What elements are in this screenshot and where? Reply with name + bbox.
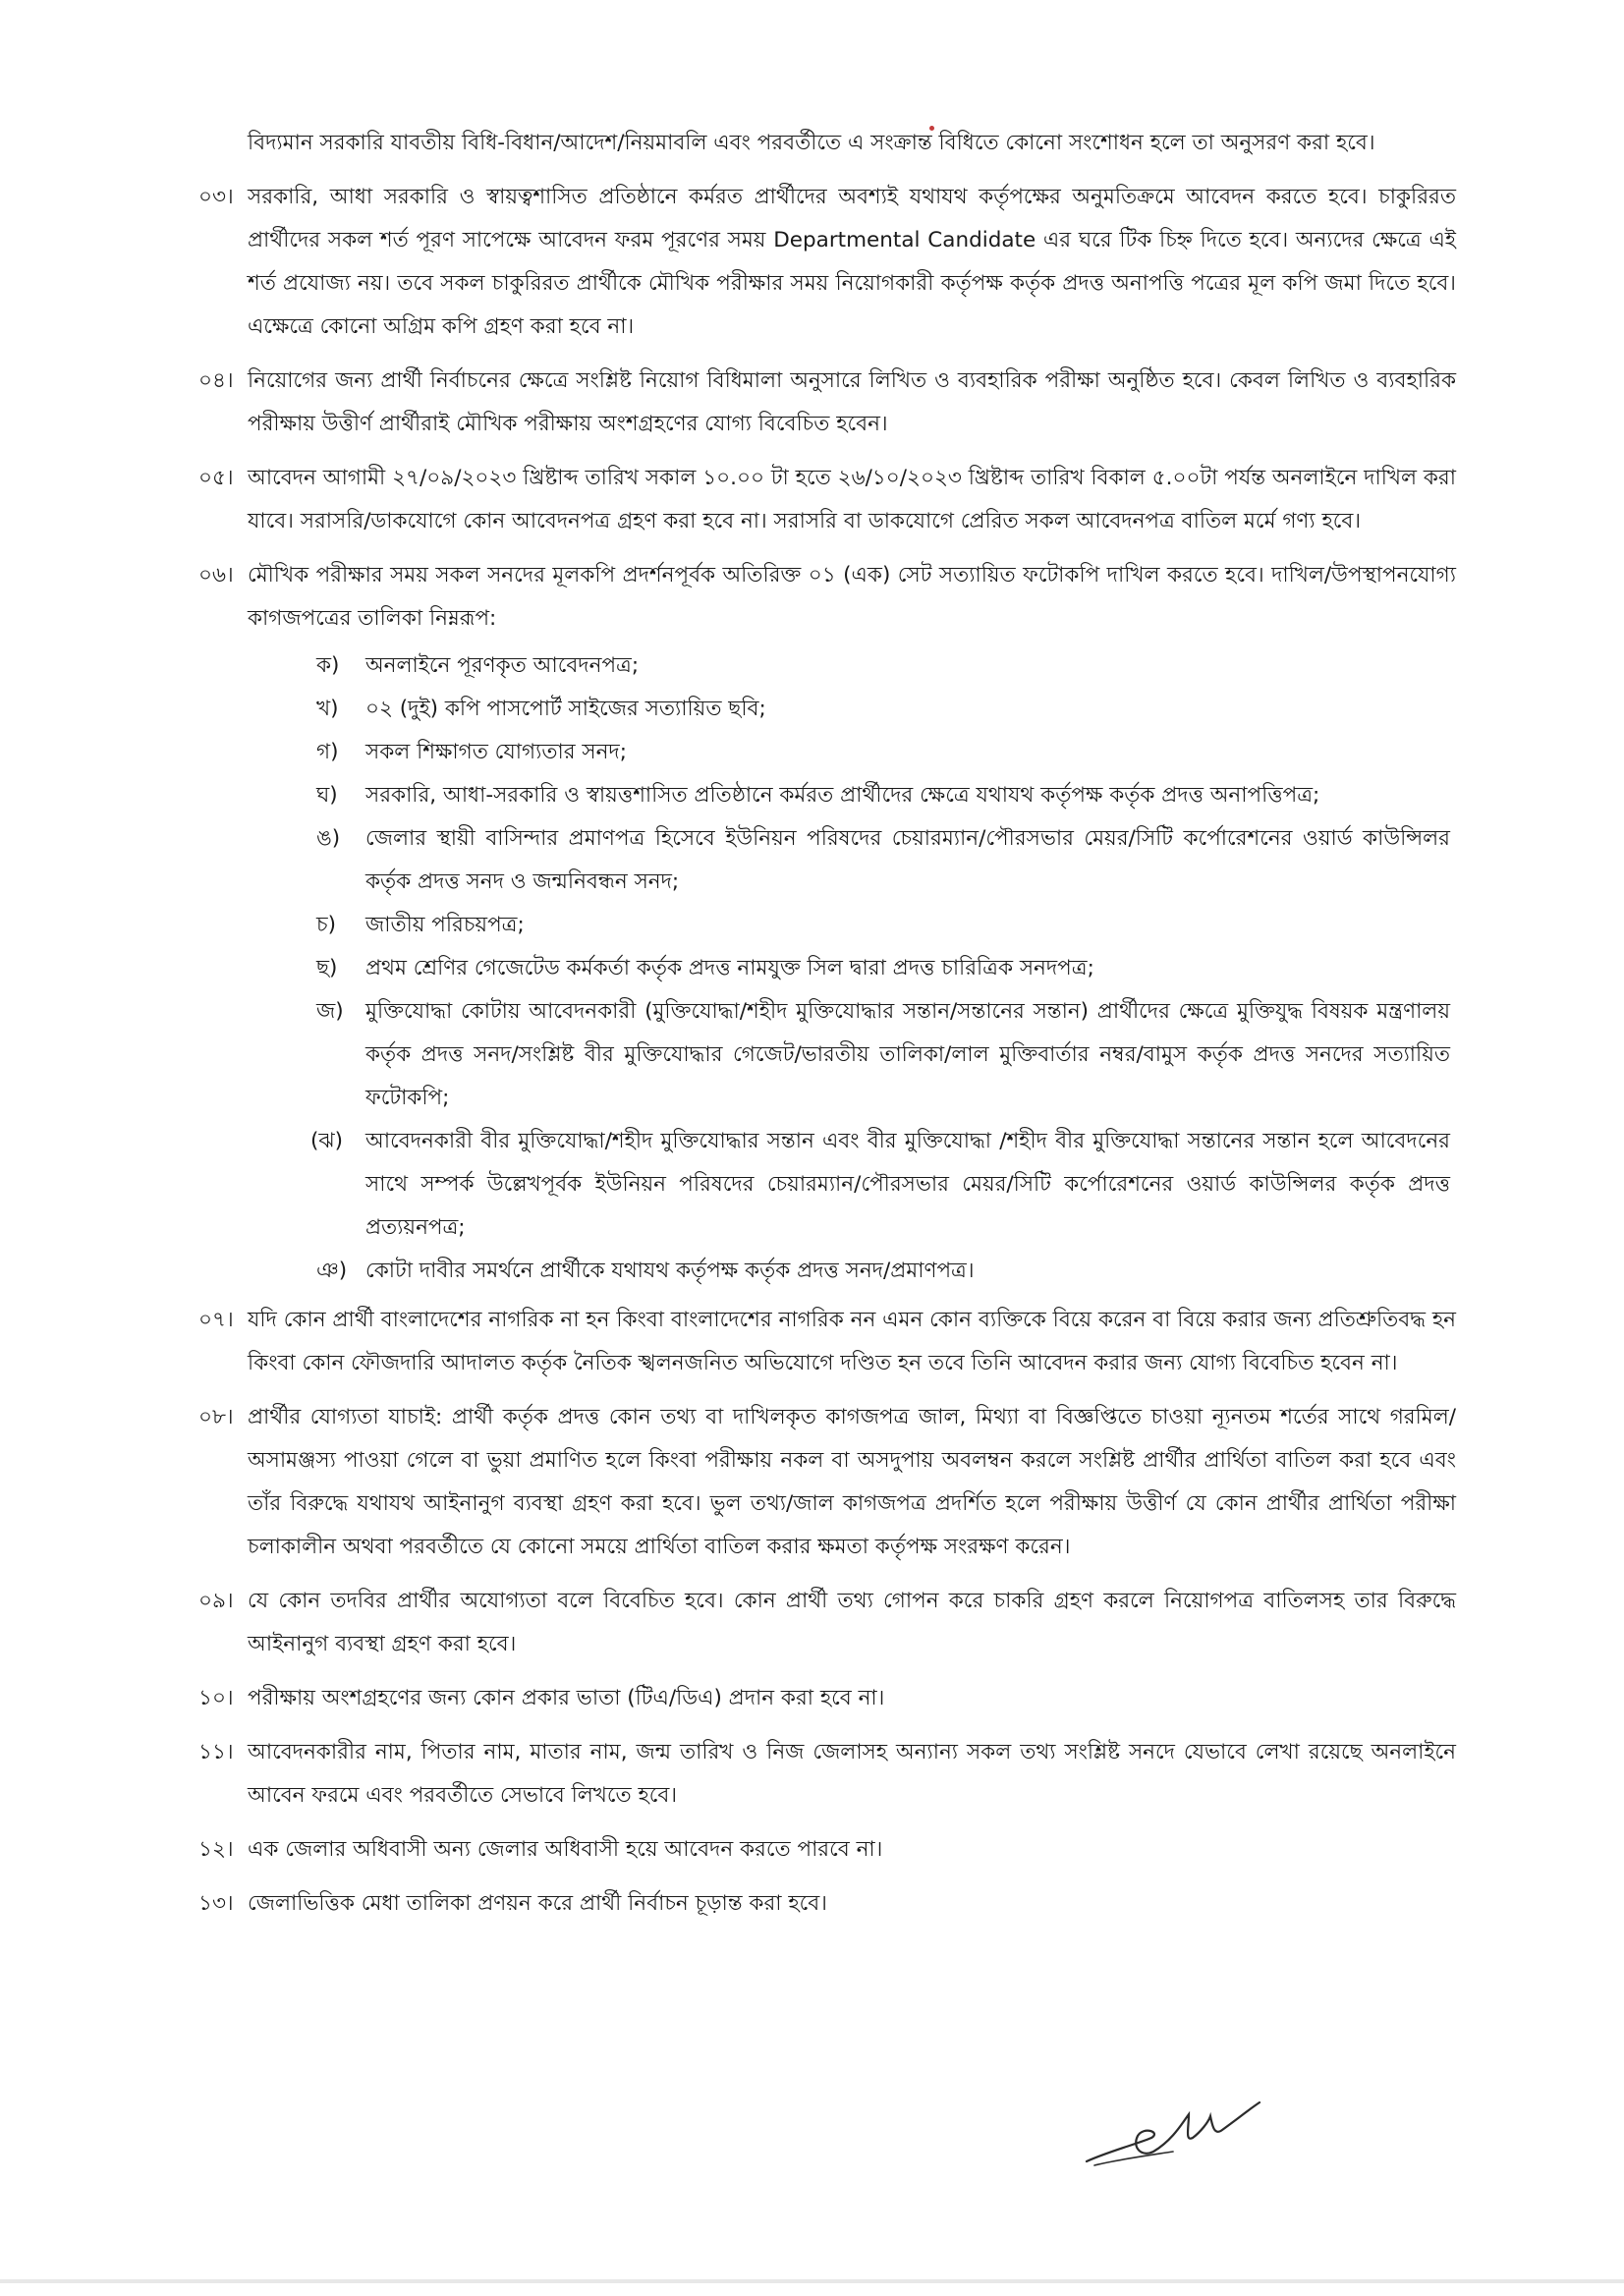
paragraph-10 bbox=[198, 1677, 1456, 1720]
paragraph-07 bbox=[198, 1299, 1456, 1385]
paragraph-number: ১৩। bbox=[198, 1891, 234, 1916]
list-item-marker: (ঝ) bbox=[310, 1129, 344, 1153]
paragraph-text: এক জেলার অধিবাসী অন্য জেলার অধিবাসী হয়ে আবেদন করতে পারবে না। bbox=[248, 1837, 883, 1862]
list-item-marker: চ) bbox=[316, 913, 336, 937]
list-item-text: অনলাইনে পূরণকৃত আবেদনপত্র; bbox=[365, 653, 640, 678]
list-item-text: মুক্তিযোদ্ধা কোটায় আবেদনকারী (মুক্তিযোদ্ধা/শহীদ মুক্তিযোদ্ধার সন্তান/সন্তানের সন্তান) প্রার্থীদের ক্ষেত্রে মুক্তিযুদ্ধ বিষয়ক মন্ত্রণালয় কর্তৃক প্রদত্ত সনদ/সংশ্লিষ্ট বীর মুক্তিযোদ্ধার গেজেট/ভারতীয় তালিকা/লাল মুক্তিবার্তার নম্বর/বামুস কর্তৃক প্রদত্ত সনদের সত্যায়িত ফটোকপি; bbox=[365, 999, 1450, 1110]
list-item-text: আবেদনকারী বীর মুক্তিযোদ্ধা/শহীদ মুক্তিযোদ্ধার সন্তান এবং বীর মুক্তিযোদ্ধা /শহীদ বীর মুক্তিযোদ্ধা সন্তানের সন্তান হলে আবেদনের সাথে সম্পর্ক উল্লেখপূর্বক ইউনিয়ন পরিষদের চেয়ারম্যান/পৌরসভার মেয়র/সিটি কর্পোরেশনের ওয়ার্ড কাউন্সিলর কর্তৃক প্রদত্ত প্রত্যয়নপত্র; bbox=[365, 1129, 1450, 1240]
list-item-marker: ঘ) bbox=[316, 783, 338, 808]
list-item bbox=[208, 688, 1456, 731]
intro-paragraph-text: বিদ্যমান সরকারি যাবতীয় বিধি-বিধান/আদেশ/নিয়মাবলি এবং পরবর্তীতে এ সংক্রান্ত বিধিতে কোনো সংশোধন হলে তা অনুসরণ করা হবে। bbox=[248, 131, 1375, 155]
list-item bbox=[208, 1250, 1456, 1293]
list-item-text: জাতীয় পরিচয়পত্র; bbox=[365, 913, 525, 937]
paragraph-number: ০৫। bbox=[198, 466, 234, 490]
paragraph-13 bbox=[198, 1882, 1456, 1926]
paragraph-05 bbox=[198, 457, 1456, 543]
paragraph-09 bbox=[198, 1580, 1456, 1666]
list-item bbox=[208, 947, 1456, 990]
list-item-marker: ঙ) bbox=[316, 826, 341, 851]
paragraph-text: যে কোন তদবির প্রার্থীর অযোগ্যতা বলে বিবেচিত হবে। কোন প্রার্থী তথ্য গোপন করে চাকরি গ্রহণ করলে নিয়োগপত্র বাতিলসহ তার বিরুদ্ধে আইনানুগ ব্যবস্থা গ্রহণ করা হবে। bbox=[248, 1589, 1456, 1656]
handwritten-signature bbox=[1079, 2093, 1265, 2171]
list-item bbox=[208, 731, 1456, 774]
paragraph-06 bbox=[198, 554, 1456, 641]
list-item-text: সকল শিক্ষাগত যোগ্যতার সনদ; bbox=[365, 740, 627, 764]
paragraph-number: ০৭। bbox=[198, 1308, 234, 1332]
list-item-text: কোটা দাবীর সমর্থনে প্রার্থীকে যথাযথ কর্তৃপক্ষ কর্তৃক প্রদত্ত সনদ/প্রমাণপত্র। bbox=[365, 1259, 975, 1283]
paragraph-text: মৌখিক পরীক্ষার সময় সকল সনদের মূলকপি প্রদর্শনপূর্বক অতিরিক্ত ০১ (এক) সেট সত্যায়িত ফটোকপি দাখিল করতে হবে। দাখিল/উপস্থাপনযোগ্য কাগজপত্রের তালিকা নিম্নরূপ: bbox=[248, 563, 1456, 631]
page-bottom-edge bbox=[0, 2279, 1624, 2283]
list-item-marker: ক) bbox=[316, 653, 340, 678]
paragraph-text: নিয়োগের জন্য প্রার্থী নির্বাচনের ক্ষেত্রে সংশ্লিষ্ট নিয়োগ বিধিমালা অনুসারে লিখিত ও ব্যবহারিক পরীক্ষা অনুষ্ঠিত হবে। কেবল লিখিত ও ব্যবহারিক পরীক্ষায় উত্তীর্ণ প্রার্থীরাই মৌখিক পরীক্ষায় অংশগ্রহণের যোগ্য বিবেচিত হবেন। bbox=[248, 368, 1456, 436]
paragraph-04 bbox=[198, 360, 1456, 446]
paragraph-03 bbox=[198, 176, 1456, 349]
paragraph-text: আবেদনকারীর নাম, পিতার নাম, মাতার নাম, জন্ম তারিখ ও নিজ জেলাসহ অন্যান্য সকল তথ্য সংশ্লিষ্ট সনদে যেভাবে লেখা রয়েছে অনলাইনে আবেন ফরমে এবং পরবর্তীতে সেভাবে লিখতে হবে। bbox=[248, 1740, 1456, 1808]
list-item-marker: গ) bbox=[316, 740, 339, 764]
list-item bbox=[208, 990, 1456, 1120]
paragraph-text: পরীক্ষায় অংশগ্রহণের জন্য কোন প্রকার ভাতা (টিএ/ডিএ) প্রদান করা হবে না। bbox=[248, 1686, 885, 1710]
paragraph-number: ১১। bbox=[198, 1740, 234, 1764]
paragraph-number: ০৮। bbox=[198, 1405, 234, 1429]
list-item-text: সরকারি, আধা-সরকারি ও স্বায়ত্তশাসিত প্রতিষ্ঠানে কর্মরত প্রার্থীদের ক্ষেত্রে যথাযথ কর্তৃপক্ষ কর্তৃক প্রদত্ত অনাপত্তিপত্র; bbox=[365, 783, 1320, 808]
intro-paragraph bbox=[208, 122, 1456, 165]
paragraph-text: সরকারি, আধা সরকারি ও স্বায়ত্বশাসিত প্রতিষ্ঠানে কর্মরত প্রার্থীদের অবশ্যই যথাযথ কর্তৃপক্ষের অনুমতিক্রমে আবেদন করতে হবে। চাকুরিরত প্রার্থীদের সকল শর্ত পূরণ সাপেক্ষে আবেদন ফরম পূরণের সময় Departmental Candidate এর ঘরে টিক চিহ্ন দিতে হবে। অন্যদের ক্ষেত্রে এই শর্ত প্রযোজ্য নয়। তবে সকল চাকুরিরত প্রার্থীকে মৌখিক পরীক্ষার সময় নিয়োগকারী কর্তৃপক্ষ কর্তৃক প্রদত্ত অনাপত্তি পত্রের মূল কপি জমা দিতে হবে। এক্ষেত্রে কোনো অগ্রিম কপি গ্রহণ করা হবে না। bbox=[248, 185, 1456, 339]
list-item bbox=[208, 1120, 1456, 1250]
list-item-marker: ছ) bbox=[316, 956, 338, 980]
paragraph-number: ০৯। bbox=[198, 1589, 234, 1613]
paragraph-11 bbox=[198, 1731, 1456, 1818]
paragraph-number: ১০। bbox=[198, 1686, 234, 1710]
paragraph-number: ০৩। bbox=[198, 185, 234, 209]
list-item-marker: ঞ) bbox=[316, 1259, 348, 1283]
list-item-marker: জ) bbox=[316, 999, 344, 1024]
list-item-text: জেলার স্থায়ী বাসিন্দার প্রমাণপত্র হিসেবে ইউনিয়ন পরিষদের চেয়ারম্যান/পৌরসভার মেয়র/সিটি কর্পোরেশনের ওয়ার্ড কাউন্সিলর কর্তৃক প্রদত্ত সনদ ও জন্মনিবন্ধন সনদ; bbox=[365, 826, 1450, 894]
paragraph-number: ১২। bbox=[198, 1837, 234, 1862]
list-item bbox=[208, 774, 1456, 817]
paragraph-text: যদি কোন প্রার্থী বাংলাদেশের নাগরিক না হন কিংবা বাংলাদেশের নাগরিক নন এমন কোন ব্যক্তিকে বিয়ে করেন বা বিয়ে করার জন্য প্রতিশ্রুতিবদ্ধ হন কিংবা কোন ফৌজদারি আদালত কর্তৃক নৈতিক স্খলনজনিত অভিযোগে দণ্ডিত হন তবে তিনি আবেদন করার জন্য যোগ্য বিবেচিত হবেন না। bbox=[248, 1308, 1456, 1375]
list-item-marker: খ) bbox=[316, 697, 339, 721]
paragraph-text: আবেদন আগামী ২৭/০৯/২০২৩ খ্রিষ্টাব্দ তারিখ সকাল ১০.০০ টা হতে ২৬/১০/২০২৩ খ্রিষ্টাব্দ তারিখ বিকাল ৫.০০টা পর্যন্ত অনলাইনে দাখিল করা যাবে। সরাসরি/ডাকযোগে কোন আবেদনপত্র গ্রহণ করা হবে না। সরাসরি বা ডাকযোগে প্রেরিত সকল আবেদনপত্র বাতিল মর্মে গণ্য হবে। bbox=[248, 466, 1456, 533]
list-item bbox=[208, 817, 1456, 904]
paragraph-12 bbox=[198, 1828, 1456, 1872]
paragraph-number: ০৪। bbox=[198, 368, 234, 393]
list-item-text: প্রথম শ্রেণির গেজেটেড কর্মকর্তা কর্তৃক প্রদত্ত নামযুক্ত সিল দ্বারা প্রদত্ত চারিত্রিক সনদপত্র; bbox=[365, 956, 1094, 980]
paragraph-number: ০৬। bbox=[198, 563, 234, 588]
list-item bbox=[208, 904, 1456, 947]
list-item bbox=[208, 644, 1456, 688]
document-checklist bbox=[208, 644, 1456, 1293]
list-item-text: ০২ (দুই) কপি পাসপোর্ট সাইজের সত্যায়িত ছবি; bbox=[365, 697, 766, 721]
paragraph-08 bbox=[198, 1396, 1456, 1569]
document-body bbox=[198, 122, 1456, 1936]
paragraph-text: প্রার্থীর যোগ্যতা যাচাই: প্রার্থী কর্তৃক প্রদত্ত কোন তথ্য বা দাখিলকৃত কাগজপত্র জাল, মিথ্যা বা বিজ্ঞপ্তিতে চাওয়া ন্যূনতম শর্তের সাথে গরমিল/অসামঞ্জস্য পাওয়া গেলে বা ভুয়া প্রমাণিত হলে কিংবা পরীক্ষায় নকল বা অসদুপায় অবলম্বন করলে সংশ্লিষ্ট প্রার্থীর প্রার্থিতা বাতিল করা হবে এবং তাঁর বিরুদ্ধে যথাযথ আইনানুগ ব্যবস্থা গ্রহণ করা হবে। ভুল তথ্য/জাল কাগজপত্র প্রদর্শিত হলে পরীক্ষায় উত্তীর্ণ যে কোন প্রার্থীর প্রার্থিতা পরীক্ষা চলাকালীন অথবা পরবর্তীতে যে কোনো সময়ে প্রার্থিতা বাতিল করার ক্ষমতা কর্তৃপক্ষ সংরক্ষণ করেন। bbox=[248, 1405, 1456, 1559]
paragraph-text: জেলাভিত্তিক মেধা তালিকা প্রণয়ন করে প্রার্থী নির্বাচন চূড়ান্ত করা হবে। bbox=[248, 1891, 827, 1916]
